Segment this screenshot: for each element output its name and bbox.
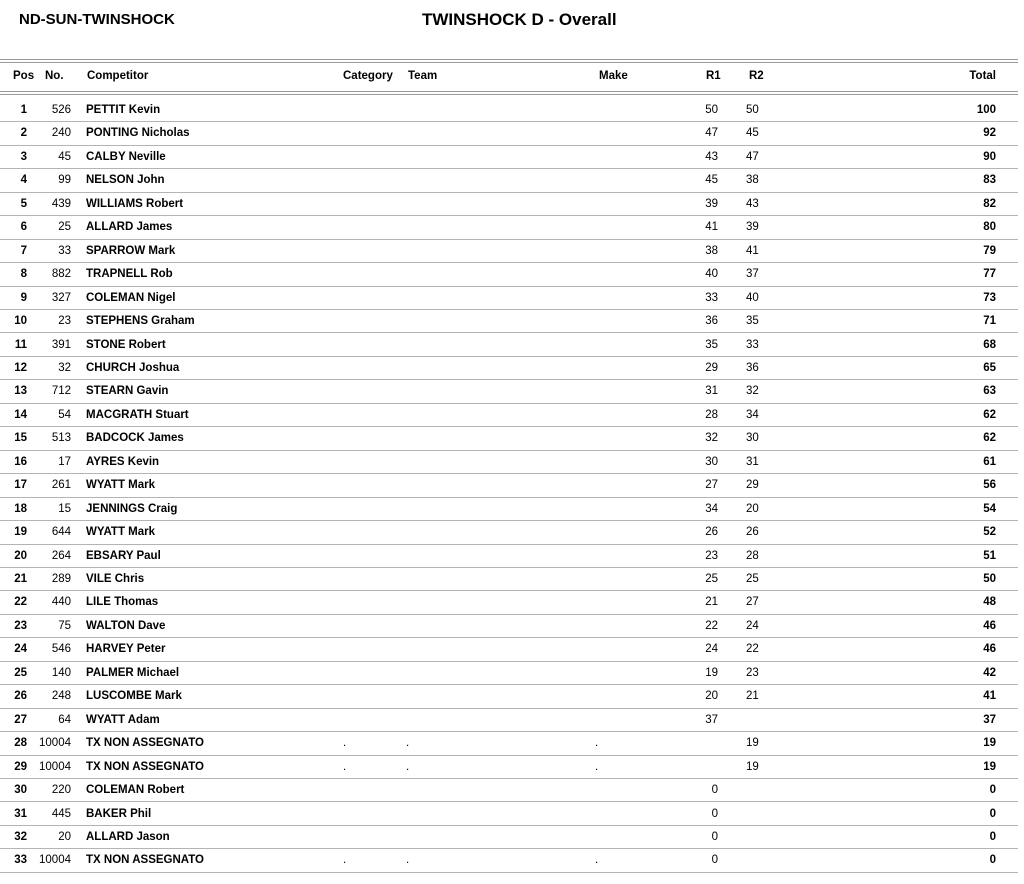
cell-category: . — [343, 854, 347, 867]
cell-r2: 26 — [746, 526, 759, 539]
cell-make: . — [595, 760, 599, 773]
cell-total: 52 — [983, 526, 996, 539]
cell-pos: 5 — [20, 197, 27, 210]
cell-competitor: STONE Robert — [86, 338, 166, 351]
cell-total: 48 — [983, 596, 996, 609]
table-row — [0, 590, 1018, 614]
cell-total: 56 — [983, 479, 996, 492]
table-row — [0, 286, 1018, 310]
cell-r2: 40 — [746, 291, 759, 304]
cell-no: 261 — [51, 479, 71, 492]
cell-pos: 19 — [14, 526, 27, 539]
cell-competitor: PALMER Michael — [86, 666, 180, 679]
table-row — [0, 848, 1018, 872]
cell-r1: 29 — [705, 361, 718, 374]
cell-total: 68 — [983, 338, 996, 351]
cell-total: 37 — [983, 713, 996, 726]
cell-r1: 43 — [705, 150, 718, 163]
cell-competitor: WYATT Mark — [86, 479, 156, 492]
table-row — [0, 426, 1018, 450]
table-row — [0, 544, 1018, 568]
results-title: TWINSHOCK D - Overall — [422, 10, 617, 29]
cell-pos: 10 — [14, 315, 27, 328]
cell-r1: 25 — [705, 573, 718, 585]
cell-pos: 21 — [14, 573, 27, 585]
cell-total: 0 — [989, 830, 996, 843]
cell-total: 73 — [983, 291, 996, 304]
cell-no: 882 — [51, 268, 71, 281]
cell-competitor: BAKER Phil — [86, 807, 152, 820]
cell-competitor: NELSON John — [86, 174, 165, 187]
cell-r1: 38 — [705, 244, 718, 257]
table-row — [0, 192, 1018, 216]
cell-r2: 45 — [746, 127, 759, 140]
cell-r2: 35 — [746, 315, 759, 328]
cell-r2: 36 — [746, 361, 759, 374]
cell-make: . — [595, 737, 599, 750]
cell-no: 440 — [51, 596, 71, 609]
cell-r2: 38 — [746, 174, 759, 187]
cell-no: 327 — [51, 291, 71, 304]
cell-r1: 0 — [711, 784, 718, 797]
cell-r1: 0 — [711, 830, 718, 843]
table-row — [0, 520, 1018, 544]
cell-competitor: TRAPNELL Rob — [86, 268, 173, 281]
cell-r1: 32 — [705, 432, 718, 445]
table-row — [0, 379, 1018, 403]
cell-no: 64 — [58, 713, 71, 726]
cell-no: 712 — [51, 385, 71, 398]
cell-r1: 24 — [705, 643, 718, 656]
col-header-make: Make — [599, 70, 628, 82]
cell-no: 10004 — [39, 737, 71, 750]
cell-no: 32 — [58, 361, 71, 374]
cell-r2: 27 — [746, 596, 759, 609]
cell-category: . — [343, 737, 347, 750]
table-row — [0, 755, 1018, 779]
cell-r2: 34 — [746, 408, 759, 421]
cell-r2: 20 — [746, 502, 759, 515]
table-row — [0, 661, 1018, 685]
cell-r1: 37 — [705, 713, 718, 726]
cell-pos: 30 — [14, 784, 27, 797]
cell-competitor: PETTIT Kevin — [86, 104, 161, 116]
cell-r1: 47 — [705, 127, 718, 140]
cell-total: 0 — [989, 854, 996, 867]
table-row — [0, 473, 1018, 497]
col-header-pos: Pos — [13, 70, 35, 82]
cell-r2: 23 — [746, 666, 759, 679]
col-header-no: No. — [45, 70, 64, 82]
cell-competitor: VILE Chris — [86, 573, 145, 585]
cell-total: 0 — [989, 784, 996, 797]
cell-competitor: TX NON ASSEGNATO — [86, 737, 204, 750]
cell-competitor: MACGRATH Stuart — [86, 408, 189, 421]
cell-r1: 35 — [705, 338, 718, 351]
cell-no: 75 — [58, 619, 71, 632]
cell-total: 90 — [983, 150, 996, 163]
cell-r2: 41 — [746, 244, 759, 257]
cell-r1: 0 — [711, 854, 718, 867]
cell-competitor: JENNINGS Craig — [86, 502, 178, 515]
cell-competitor: WYATT Mark — [86, 526, 156, 539]
cell-total: 77 — [983, 268, 996, 281]
cell-no: 391 — [51, 338, 71, 351]
cell-total: 82 — [983, 197, 996, 210]
cell-total: 19 — [983, 760, 996, 773]
cell-pos: 33 — [14, 854, 27, 867]
table-row — [0, 778, 1018, 802]
cell-pos: 4 — [20, 174, 27, 187]
cell-pos: 3 — [20, 150, 27, 163]
table-row — [0, 567, 1018, 591]
cell-make: . — [595, 854, 599, 867]
cell-competitor: TX NON ASSEGNATO — [86, 854, 204, 867]
table-row — [0, 637, 1018, 661]
cell-competitor: ALLARD Jason — [86, 830, 170, 843]
cell-no: 546 — [51, 643, 71, 656]
cell-r2: 39 — [746, 221, 759, 234]
table-row — [0, 168, 1018, 192]
cell-r2: 32 — [746, 385, 759, 398]
cell-competitor: CHURCH Joshua — [86, 361, 180, 374]
cell-pos: 15 — [14, 432, 27, 445]
cell-pos: 31 — [14, 807, 27, 820]
cell-pos: 28 — [14, 737, 27, 750]
table-row — [0, 708, 1018, 732]
cell-pos: 6 — [20, 221, 27, 234]
cell-no: 248 — [51, 690, 71, 703]
header-rule-bottom — [0, 91, 1018, 92]
cell-pos: 23 — [14, 619, 27, 632]
cell-total: 61 — [983, 455, 996, 468]
cell-no: 220 — [51, 784, 71, 797]
col-header-team: Team — [408, 70, 438, 82]
cell-total: 100 — [976, 104, 996, 116]
cell-r1: 36 — [705, 315, 718, 328]
table-row — [0, 309, 1018, 333]
cell-no: 10004 — [39, 760, 71, 773]
cell-total: 19 — [983, 737, 996, 750]
cell-total: 0 — [989, 807, 996, 820]
cell-competitor: WILLIAMS Robert — [86, 197, 184, 210]
cell-r1: 50 — [705, 104, 718, 116]
cell-r1: 27 — [705, 479, 718, 492]
cell-total: 50 — [983, 573, 996, 585]
cell-pos: 20 — [14, 549, 27, 562]
cell-no: 526 — [51, 104, 71, 116]
table-row — [0, 614, 1018, 638]
table-row — [0, 684, 1018, 708]
cell-r1: 23 — [705, 549, 718, 562]
cell-r1: 28 — [705, 408, 718, 421]
cell-r1: 19 — [705, 666, 718, 679]
cell-total: 83 — [983, 174, 996, 187]
cell-r2: 19 — [746, 737, 759, 750]
cell-pos: 29 — [14, 760, 27, 773]
cell-r1: 45 — [705, 174, 718, 187]
cell-r1: 41 — [705, 221, 718, 234]
cell-no: 264 — [51, 549, 71, 562]
cell-pos: 24 — [14, 643, 27, 656]
cell-r1: 26 — [705, 526, 718, 539]
cell-competitor: EBSARY Paul — [86, 549, 161, 562]
table-row — [0, 98, 1018, 122]
cell-competitor: PONTING Nicholas — [86, 127, 190, 140]
cell-competitor: SPARROW Mark — [86, 244, 176, 257]
col-header-total: Total — [969, 70, 996, 82]
col-header-competitor: Competitor — [87, 70, 149, 82]
cell-r2: 25 — [746, 573, 759, 585]
cell-no: 289 — [51, 573, 71, 585]
cell-category: . — [343, 760, 347, 773]
header-rule-top — [0, 59, 1018, 60]
col-header-r1: R1 — [706, 70, 721, 82]
cell-pos: 32 — [14, 830, 27, 843]
table-row — [0, 333, 1018, 357]
cell-r2: 31 — [746, 455, 759, 468]
cell-competitor: STEPHENS Graham — [86, 315, 195, 328]
cell-r1: 31 — [705, 385, 718, 398]
cell-r2: 29 — [746, 479, 759, 492]
cell-total: 80 — [983, 221, 996, 234]
cell-competitor: TX NON ASSEGNATO — [86, 760, 204, 773]
cell-pos: 12 — [14, 361, 27, 374]
cell-r1: 39 — [705, 197, 718, 210]
cell-total: 54 — [983, 502, 996, 515]
cell-r1: 0 — [711, 807, 718, 820]
cell-competitor: LUSCOMBE Mark — [86, 690, 182, 703]
cell-no: 23 — [58, 315, 71, 328]
cell-competitor: ALLARD James — [86, 221, 173, 234]
cell-total: 42 — [983, 666, 996, 679]
cell-r1: 30 — [705, 455, 718, 468]
cell-pos: 25 — [14, 666, 27, 679]
cell-total: 65 — [983, 361, 996, 374]
table-row — [0, 497, 1018, 521]
cell-r1: 22 — [705, 619, 718, 632]
table-row — [0, 215, 1018, 239]
table-row — [0, 802, 1018, 826]
cell-r2: 28 — [746, 549, 759, 562]
cell-no: 33 — [58, 244, 71, 257]
cell-r1: 33 — [705, 291, 718, 304]
table-row — [0, 403, 1018, 427]
cell-r2: 50 — [746, 104, 759, 116]
cell-pos: 13 — [14, 385, 27, 398]
cell-no: 644 — [51, 526, 71, 539]
cell-pos: 22 — [14, 596, 27, 609]
cell-r1: 40 — [705, 268, 718, 281]
table-row — [0, 239, 1018, 263]
cell-r2: 33 — [746, 338, 759, 351]
cell-no: 99 — [58, 174, 71, 187]
cell-no: 445 — [51, 807, 71, 820]
cell-total: 63 — [983, 385, 996, 398]
cell-competitor: LILE Thomas — [86, 596, 159, 609]
cell-pos: 26 — [14, 690, 27, 703]
cell-competitor: BADCOCK James — [86, 432, 184, 445]
cell-no: 240 — [51, 127, 71, 140]
cell-total: 71 — [983, 315, 996, 328]
cell-r2: 30 — [746, 432, 759, 445]
cell-team: . — [406, 737, 410, 750]
cell-no: 15 — [58, 502, 71, 515]
table-row — [0, 262, 1018, 286]
cell-total: 62 — [983, 432, 996, 445]
cell-pos: 14 — [14, 408, 27, 421]
event-title: ND-SUN-TWINSHOCK — [19, 11, 175, 28]
cell-competitor: WALTON Dave — [86, 619, 166, 632]
cell-no: 45 — [58, 150, 71, 163]
cell-r2: 22 — [746, 643, 759, 656]
cell-r2: 43 — [746, 197, 759, 210]
cell-pos: 16 — [14, 455, 27, 468]
cell-r2: 21 — [746, 690, 759, 703]
cell-no: 20 — [58, 830, 71, 843]
cell-no: 513 — [51, 432, 71, 445]
cell-pos: 18 — [14, 502, 27, 515]
cell-total: 79 — [983, 244, 996, 257]
table-row — [0, 731, 1018, 755]
cell-pos: 11 — [14, 338, 27, 351]
cell-no: 54 — [58, 408, 71, 421]
cell-team: . — [406, 854, 410, 867]
cell-pos: 17 — [14, 479, 27, 492]
cell-pos: 7 — [20, 244, 27, 257]
cell-pos: 9 — [20, 291, 27, 304]
cell-pos: 2 — [20, 127, 27, 140]
cell-pos: 8 — [20, 268, 27, 281]
cell-competitor: CALBY Neville — [86, 150, 166, 163]
table-row — [0, 356, 1018, 380]
cell-total: 51 — [983, 549, 996, 562]
cell-r2: 19 — [746, 760, 759, 773]
cell-total: 41 — [983, 690, 996, 703]
table-row — [0, 450, 1018, 474]
cell-competitor: STEARN Gavin — [86, 385, 169, 398]
cell-no: 10004 — [39, 854, 71, 867]
cell-team: . — [406, 760, 410, 773]
cell-no: 439 — [51, 197, 71, 210]
cell-competitor: HARVEY Peter — [86, 643, 166, 656]
cell-competitor: COLEMAN Nigel — [86, 291, 176, 304]
cell-pos: 1 — [20, 104, 27, 116]
cell-r1: 21 — [705, 596, 718, 609]
table-row — [0, 121, 1018, 145]
cell-total: 62 — [983, 408, 996, 421]
table-row — [0, 145, 1018, 169]
header-rule-bottom-inner — [0, 94, 1018, 95]
cell-r2: 37 — [746, 268, 759, 281]
cell-total: 46 — [983, 643, 996, 656]
cell-r2: 24 — [746, 619, 759, 632]
cell-no: 140 — [51, 666, 71, 679]
cell-competitor: AYRES Kevin — [86, 455, 160, 468]
cell-no: 25 — [58, 221, 71, 234]
table-row — [0, 825, 1018, 849]
col-header-r2: R2 — [749, 70, 764, 82]
cell-pos: 27 — [14, 713, 27, 726]
cell-no: 17 — [58, 455, 71, 468]
cell-competitor: WYATT Adam — [86, 713, 160, 726]
cell-r2: 47 — [746, 150, 759, 163]
cell-total: 92 — [983, 127, 996, 140]
col-header-category: Category — [343, 70, 393, 82]
column-header-row — [0, 62, 1018, 92]
cell-r1: 20 — [705, 690, 718, 703]
cell-total: 46 — [983, 619, 996, 632]
cell-competitor: COLEMAN Robert — [86, 784, 185, 797]
cell-r1: 34 — [705, 502, 718, 515]
